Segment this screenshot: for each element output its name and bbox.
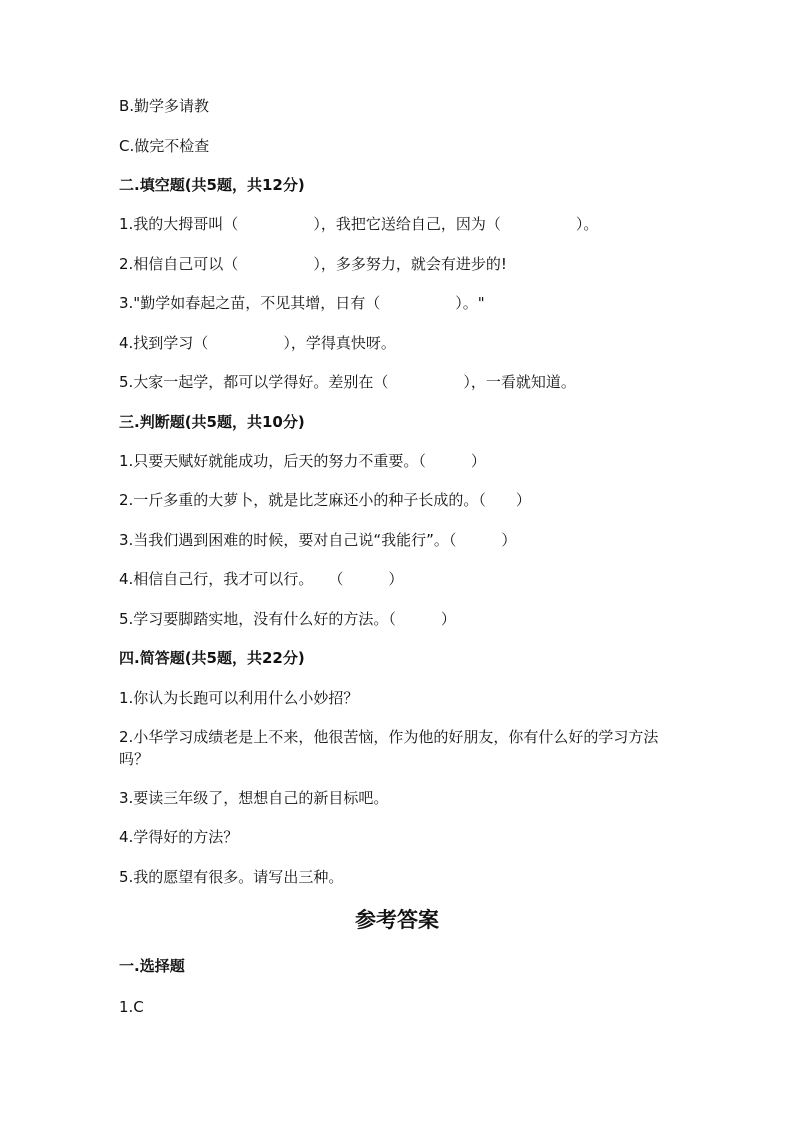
judge-question-2: 2.一斤多重的大萝卜，就是比芝麻还小的种子长成的。（ ） [119,491,531,509]
judge-question-4: 4.相信自己行，我才可以行。 （ ） [119,570,404,588]
judge-question-3: 3.当我们遇到困难的时候，要对自己说“我能行”。（ ） [119,531,517,549]
section-judge-heading: 三.判断题(共5题，共10分) [119,413,305,431]
answer-section-choice-heading: 一.选择题 [119,957,185,975]
section-fill-blank-heading: 二.填空题(共5题，共12分) [119,176,305,194]
short-question-2: 2.小华学习成绩老是上不来，他很苦恼，作为他的好朋友，你有什么好的学习方法吗？ [119,728,659,768]
fill-question-5: 5.大家一起学，都可以学得好。差别在（ ），一看就知道。 [119,373,576,391]
section-short-answer-heading: 四.简答题(共5题，共22分) [119,649,305,667]
short-question-1: 1.你认为长跑可以利用什么小妙招？ [119,689,359,707]
fill-question-2: 2.相信自己可以（ ），多多努力，就会有进步的! [119,255,507,273]
fill-question-1: 1.我的大拇哥叫（ ），我把它送给自己，因为（ ）。 [119,215,599,233]
answer-key-title: 参考答案 [355,908,439,932]
short-question-4: 4.学得好的方法？ [119,828,239,846]
option-b: B.勤学多请教 [119,97,210,115]
answer-1: 1.C [119,998,144,1016]
fill-question-4: 4.找到学习（ ），学得真快呀。 [119,334,396,352]
judge-question-5: 5.学习要脚踏实地，没有什么好的方法。（ ） [119,610,456,628]
option-c: C.做完不检查 [119,137,210,155]
fill-question-3: 3."勤学如春起之苗，不见其增，日有（ ）。" [119,294,485,312]
short-question-5: 5.我的愿望有很多。请写出三种。 [119,868,344,886]
judge-question-1: 1.只要天赋好就能成功，后天的努力不重要。（ ） [119,452,486,470]
short-question-3: 3.要读三年级了，想想自己的新目标吧。 [119,789,389,807]
